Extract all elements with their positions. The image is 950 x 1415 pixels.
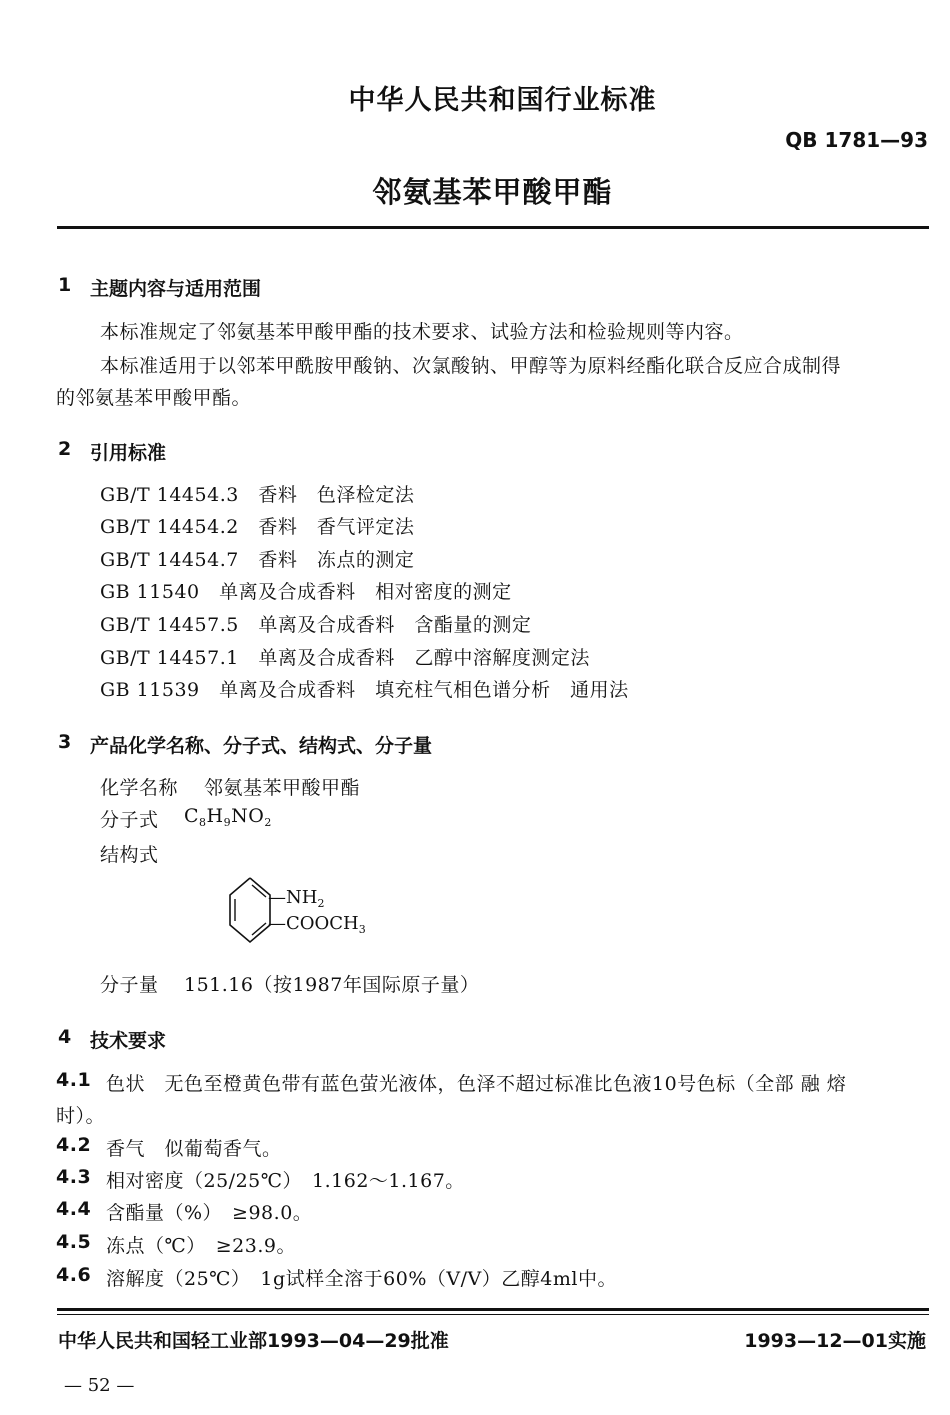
ester-subscript: 3 — [358, 923, 366, 936]
requirement-text: 相对密度（25/25℃） 1.162～1.167。 — [106, 1170, 465, 1192]
formula-o-count: 2 — [264, 816, 272, 829]
formula-c-count: 8 — [199, 816, 207, 829]
approval-note: 中华人民共和国轻工业部1993—04—29批准 — [58, 1330, 449, 1352]
requirement-text: 色状 无色至橙黄色带有蓝色萤光液体，色泽不超过标准比色液10号色标（全部 融 熔 — [106, 1073, 847, 1095]
footer-divider-top — [57, 1308, 929, 1311]
section-1-number: 1 — [58, 274, 72, 296]
ester-group — [268, 913, 366, 936]
formula-no: NO — [231, 805, 265, 827]
section-1-para-2-line-1: 本标准适用于以邻苯甲酰胺甲酸钠、次氯酸钠、甲醇等为原料经酯化联合反应合成制得 — [100, 355, 842, 377]
amino-group — [268, 887, 324, 910]
ester-text: —COOCH — [268, 913, 359, 934]
requirement-number: 4.4 — [56, 1198, 92, 1220]
requirement-text: 时）。 — [56, 1105, 106, 1127]
standard-category: 中华人民共和国行业标准 — [348, 85, 657, 116]
molecular-weight-label: 分子量 — [100, 974, 159, 996]
reference-item: GB 11540 单离及合成香料 相对密度的测定 — [100, 581, 512, 603]
section-4-number: 4 — [58, 1026, 72, 1048]
requirement-text: 含酯量（%） ≥98.0。 — [106, 1202, 313, 1224]
section-1-para-2-line-2: 的邻氨基苯甲酸甲酯。 — [56, 387, 252, 409]
requirement-number: 4.6 — [56, 1264, 92, 1286]
page-number: — 52 — — [64, 1375, 135, 1396]
title-divider — [57, 226, 929, 229]
requirement-text: 香气 似葡萄香气。 — [106, 1138, 282, 1160]
amino-subscript: 2 — [317, 897, 325, 910]
section-4-heading: 技术要求 — [90, 1030, 167, 1052]
requirement-number: 4.2 — [56, 1134, 92, 1156]
amino-text: —NH — [268, 887, 318, 908]
formula-label: 分子式 — [100, 809, 159, 831]
section-1-heading: 主题内容与适用范围 — [90, 278, 262, 300]
reference-item: GB 11539 单离及合成香料 填充柱气相色谱分析 通用法 — [100, 679, 629, 701]
reference-item: GB/T 14457.5 单离及合成香料 含酯量的测定 — [100, 614, 532, 636]
section-3-heading: 产品化学名称、分子式、结构式、分子量 — [90, 735, 433, 757]
molecular-formula — [184, 805, 272, 829]
reference-item: GB/T 14454.7 香料 冻点的测定 — [100, 549, 415, 571]
formula-c: C — [184, 805, 200, 827]
section-1-para-1: 本标准规定了邻氨基苯甲酸甲酯的技术要求、试验方法和检验规则等内容。 — [100, 321, 744, 343]
reference-item: GB/T 14457.1 单离及合成香料 乙醇中溶解度测定法 — [100, 647, 590, 669]
formula-h-count: 9 — [223, 816, 232, 829]
formula-h: H — [206, 805, 224, 827]
chemical-name: 邻氨基苯甲酸甲酯 — [204, 777, 361, 799]
requirement-number: 4.1 — [56, 1069, 92, 1091]
requirement-text: 溶解度（25℃） 1g试样全溶于60%（V/V）乙醇4ml中。 — [106, 1268, 617, 1290]
chemical-name-label: 化学名称 — [100, 777, 179, 799]
footer-divider-bottom — [57, 1314, 929, 1315]
requirement-number: 4.5 — [56, 1231, 92, 1253]
molecular-weight-value: 151.16（按1987年国际原子量） — [184, 974, 480, 996]
requirement-text: 冻点（℃） ≥23.9。 — [106, 1235, 296, 1257]
reference-item: GB/T 14454.3 香料 色泽检定法 — [100, 484, 415, 506]
reference-item: GB/T 14454.2 香料 香气评定法 — [100, 516, 415, 538]
section-3-number: 3 — [58, 731, 72, 753]
effective-date: 1993—12—01实施 — [744, 1330, 926, 1352]
document-title: 邻氨基苯甲酸甲酯 — [372, 175, 613, 209]
section-2-heading: 引用标准 — [90, 442, 167, 464]
standard-code: QB 1781—93 — [785, 128, 928, 152]
section-2-number: 2 — [58, 438, 72, 460]
structure-label: 结构式 — [100, 844, 159, 866]
requirement-number: 4.3 — [56, 1166, 92, 1188]
